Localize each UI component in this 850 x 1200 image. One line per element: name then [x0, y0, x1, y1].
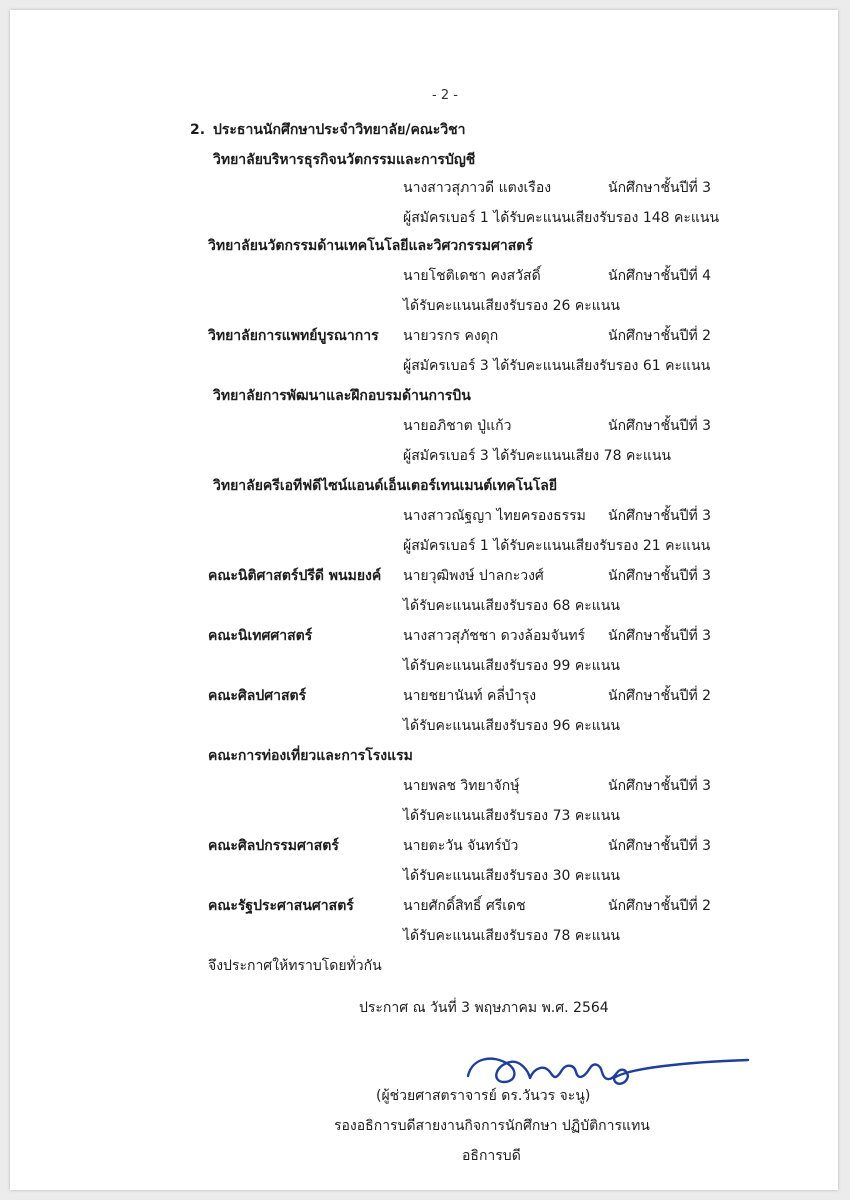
student-year: นักศึกษาชั้นปีที่ 3 [608, 180, 712, 196]
announcement-date: ประกาศ ณ วันที่ 3 พฤษภาคม พ.ศ. 2564 [359, 1000, 609, 1016]
student-year: นักศึกษาชั้นปีที่ 3 [608, 508, 712, 524]
student-year: นักศึกษาชั้นปีที่ 4 [608, 268, 712, 284]
vote-count: ผู้สมัครเบอร์ 1 ได้รับคะแนนเสียงรับรอง 21 คะแนน [403, 538, 711, 554]
acting-for: อธิการบดี [462, 1148, 521, 1164]
faculty-heading: คณะศิลปกรรมศาสตร์ [208, 838, 339, 854]
vote-count: ผู้สมัครเบอร์ 3 ได้รับคะแนนเสียง 78 คะแนน [403, 448, 671, 464]
candidate-name: นางสาวสุภาวดี แตงเรือง [403, 180, 552, 196]
faculty-heading: วิทยาลัยการพัฒนาและฝึกอบรมด้านการบิน [213, 388, 471, 404]
closing-statement: จึงประกาศให้ทราบโดยทั่วกัน [208, 958, 382, 974]
faculty-heading: คณะการท่องเที่ยวและการโรงแรม [208, 748, 413, 764]
signer-position: รองอธิการบดีสายงานกิจการนักศึกษา ปฏิบัติการแทน [334, 1118, 650, 1134]
vote-count: ผู้สมัครเบอร์ 3 ได้รับคะแนนเสียงรับรอง 61 คะแนน [403, 358, 711, 374]
section-title: ประธานนักศึกษาประจำวิทยาลัย/คณะวิชา [213, 122, 466, 138]
faculty-heading: วิทยาลัยบริหารธุรกิจนวัตกรรมและการบัญชี [213, 152, 476, 168]
student-year: นักศึกษาชั้นปีที่ 3 [608, 778, 712, 794]
faculty-heading: วิทยาลัยการแพทย์บูรณาการ [208, 328, 379, 344]
candidate-name: นายอภิชาต ปู่แก้ว [403, 418, 512, 434]
student-year: นักศึกษาชั้นปีที่ 2 [608, 328, 712, 344]
candidate-name: นายวรกร คงดุก [403, 328, 499, 344]
faculty-heading: คณะศิลปศาสตร์ [208, 688, 307, 704]
candidate-name: นายวุฒิพงษ์ ปาลกะวงศ์ [403, 568, 544, 584]
vote-count: ได้รับคะแนนเสียงรับรอง 30 คะแนน [403, 868, 620, 884]
faculty-heading: คณะรัฐประศาสนศาสตร์ [208, 898, 354, 914]
student-year: นักศึกษาชั้นปีที่ 2 [608, 688, 712, 704]
vote-count: ได้รับคะแนนเสียงรับรอง 26 คะแนน [403, 298, 620, 314]
student-year: นักศึกษาชั้นปีที่ 3 [608, 628, 712, 644]
faculty-heading: วิทยาลัยนวัตกรรมด้านเทคโนโลยีและวิศวกรรมศาสตร์ [208, 238, 533, 254]
student-year: นักศึกษาชั้นปีที่ 3 [608, 568, 712, 584]
signer-name: (ผู้ช่วยศาสตราจารย์ ดร.วันวร จะนู) [376, 1088, 591, 1104]
vote-count: ได้รับคะแนนเสียงรับรอง 99 คะแนน [403, 658, 620, 674]
section-number: 2. [190, 122, 206, 138]
candidate-name: นางสาวณัฐญา ไทยครองธรรม [403, 508, 586, 524]
candidate-name: นายพลช วิทยาจักษุ์ [403, 778, 520, 794]
student-year: นักศึกษาชั้นปีที่ 3 [608, 838, 712, 854]
candidate-name: นายศักดิ์สิทธิ์ ศรีเดช [403, 898, 526, 914]
vote-count: ได้รับคะแนนเสียงรับรอง 96 คะแนน [403, 718, 620, 734]
faculty-heading: วิทยาลัยครีเอทีฟดีไซน์แอนด์เอ็นเตอร์เทนเมนต์เทคโนโลยี [213, 478, 558, 494]
student-year: นักศึกษาชั้นปีที่ 2 [608, 898, 712, 914]
vote-count: ผู้สมัครเบอร์ 1 ได้รับคะแนนเสียงรับรอง 148 คะแนน [403, 210, 720, 226]
candidate-name: นายชยานันท์ คลี่บำรุง [403, 688, 537, 704]
document-page [10, 10, 838, 1190]
vote-count: ได้รับคะแนนเสียงรับรอง 73 คะแนน [403, 808, 620, 824]
faculty-heading: คณะนิเทศศาสตร์ [208, 628, 313, 644]
candidate-name: นายตะวัน จันทร์บัว [403, 838, 519, 854]
candidate-name: นายโชติเดชา คงสวัสดิ์ [403, 268, 541, 284]
faculty-heading: คณะนิติศาสตร์ปรีดี พนมยงค์ [208, 568, 382, 584]
page-number: - 2 - [432, 88, 458, 103]
student-year: นักศึกษาชั้นปีที่ 3 [608, 418, 712, 434]
vote-count: ได้รับคะแนนเสียงรับรอง 78 คะแนน [403, 928, 620, 944]
candidate-name: นางสาวสุภัชชา ดวงล้อมจันทร์ [403, 628, 586, 644]
vote-count: ได้รับคะแนนเสียงรับรอง 68 คะแนน [403, 598, 620, 614]
